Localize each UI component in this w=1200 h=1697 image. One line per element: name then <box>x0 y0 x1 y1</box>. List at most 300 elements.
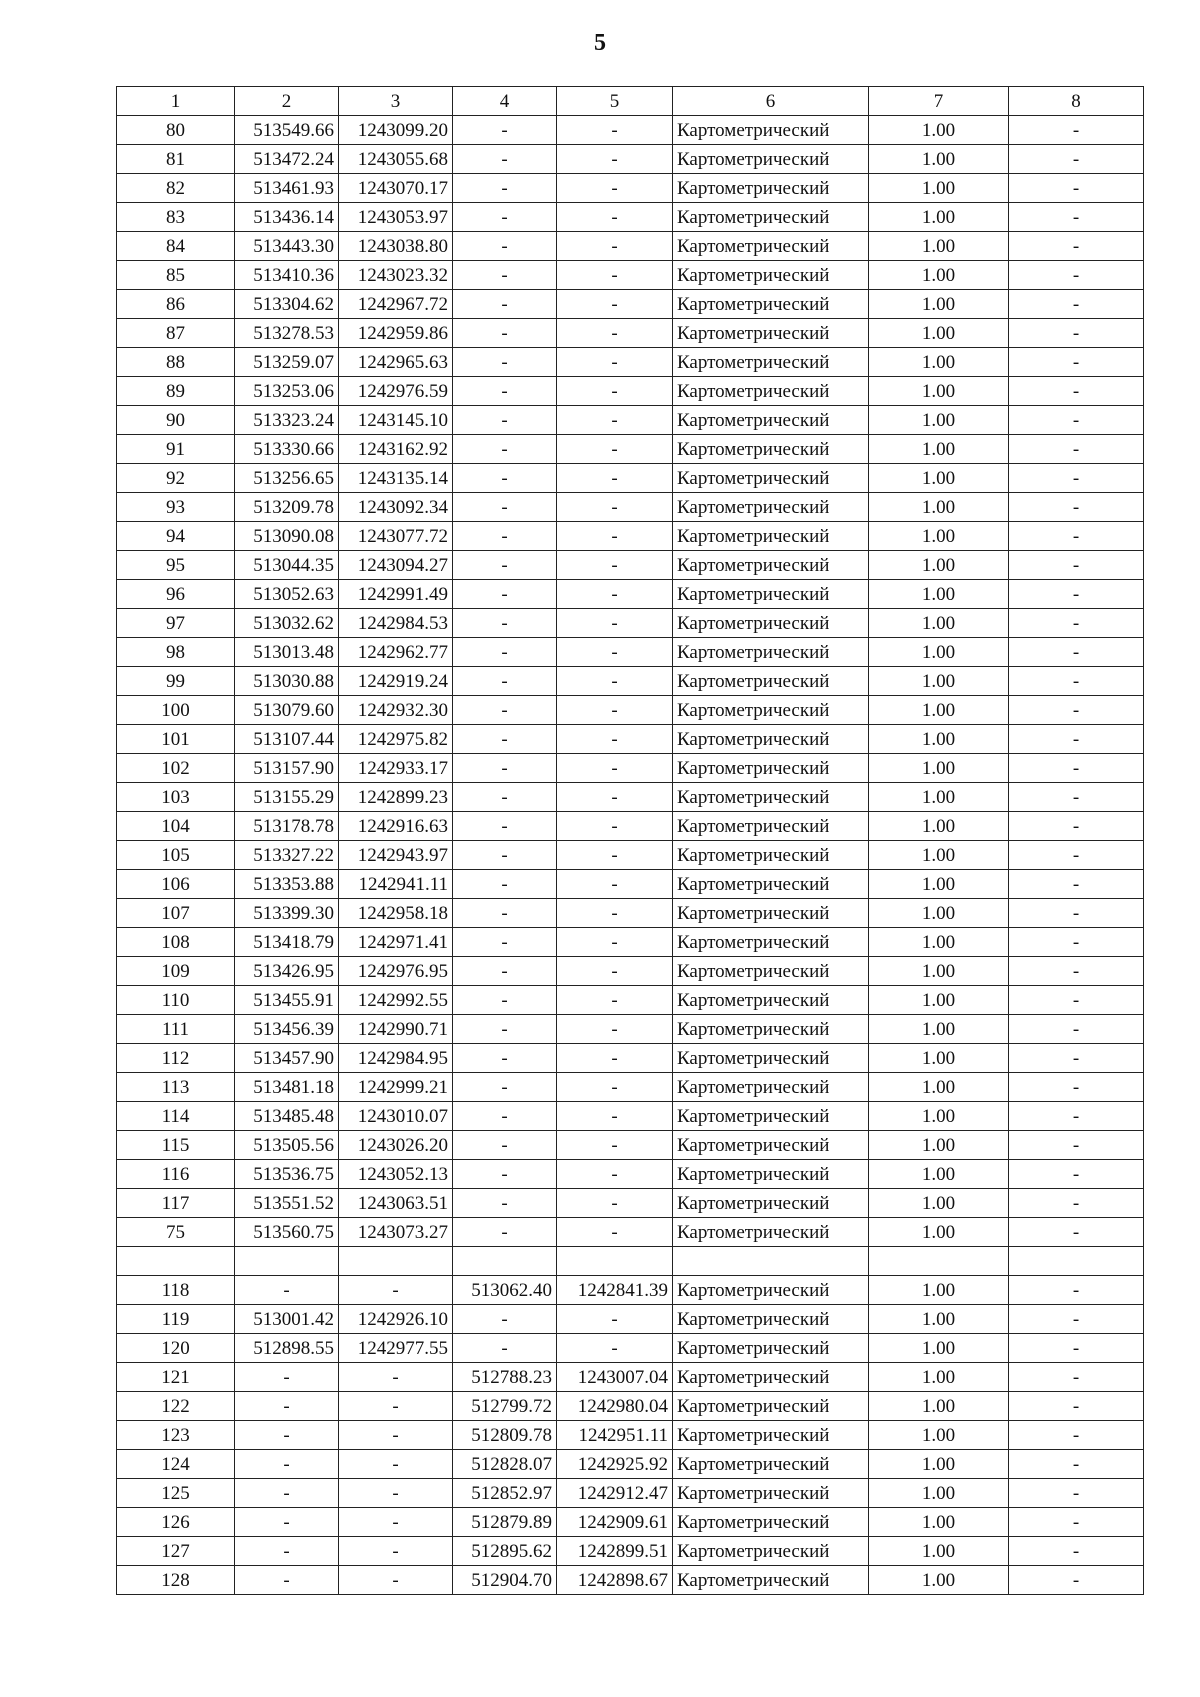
accuracy-cell: 1.00 <box>869 754 1009 783</box>
accuracy-cell: 1.00 <box>869 928 1009 957</box>
x-coordinate-alt-cell: 512799.72 <box>453 1392 557 1421</box>
note-cell: - <box>1009 1421 1144 1450</box>
x-coordinate-alt-cell: - <box>453 522 557 551</box>
x-coordinate-alt-cell: - <box>453 957 557 986</box>
x-coordinate-cell: 512898.55 <box>235 1334 339 1363</box>
point-number-cell: 110 <box>117 986 235 1015</box>
note-cell: - <box>1009 667 1144 696</box>
x-coordinate-cell: - <box>235 1450 339 1479</box>
column-header: 5 <box>557 87 673 116</box>
y-coordinate-cell: 1242967.72 <box>339 290 453 319</box>
x-coordinate-cell: 513485.48 <box>235 1102 339 1131</box>
accuracy-cell: 1.00 <box>869 667 1009 696</box>
point-number-cell: 116 <box>117 1160 235 1189</box>
note-cell: - <box>1009 1160 1144 1189</box>
y-coordinate-alt-cell: 1242980.04 <box>557 1392 673 1421</box>
x-coordinate-alt-cell: - <box>453 899 557 928</box>
accuracy-cell: 1.00 <box>869 1218 1009 1247</box>
note-cell: - <box>1009 1334 1144 1363</box>
note-cell: - <box>1009 1015 1144 1044</box>
accuracy-cell: 1.00 <box>869 1073 1009 1102</box>
column-header: 1 <box>117 87 235 116</box>
point-number-cell: 106 <box>117 870 235 899</box>
x-coordinate-alt-cell: - <box>453 667 557 696</box>
note-cell: - <box>1009 1508 1144 1537</box>
accuracy-cell: 1.00 <box>869 406 1009 435</box>
table-row <box>117 609 1144 638</box>
method-cell: Картометрический <box>673 522 869 551</box>
x-coordinate-cell: 513505.56 <box>235 1131 339 1160</box>
x-coordinate-alt-cell: - <box>453 261 557 290</box>
table-row <box>117 1131 1144 1160</box>
note-cell: - <box>1009 1566 1144 1595</box>
point-number-cell: 75 <box>117 1218 235 1247</box>
point-number-cell: 125 <box>117 1479 235 1508</box>
note-cell: - <box>1009 174 1144 203</box>
method-cell: Картометрический <box>673 116 869 145</box>
y-coordinate-cell: 1243135.14 <box>339 464 453 493</box>
table-row <box>117 812 1144 841</box>
x-coordinate-cell: 513418.79 <box>235 928 339 957</box>
y-coordinate-cell: - <box>339 1537 453 1566</box>
point-number-cell: 107 <box>117 899 235 928</box>
table-row <box>117 116 1144 145</box>
y-coordinate-cell: - <box>339 1479 453 1508</box>
y-coordinate-cell: 1242971.41 <box>339 928 453 957</box>
note-cell: - <box>1009 145 1144 174</box>
point-number-cell: 117 <box>117 1189 235 1218</box>
point-number-cell: 120 <box>117 1334 235 1363</box>
x-coordinate-cell: 513399.30 <box>235 899 339 928</box>
table-row <box>117 841 1144 870</box>
y-coordinate-alt-cell: 1242898.67 <box>557 1566 673 1595</box>
point-number-cell: 115 <box>117 1131 235 1160</box>
y-coordinate-alt-cell: - <box>557 1160 673 1189</box>
y-coordinate-alt-cell: - <box>557 435 673 464</box>
accuracy-cell: 1.00 <box>869 1131 1009 1160</box>
point-number-cell: 108 <box>117 928 235 957</box>
x-coordinate-alt-cell: 512809.78 <box>453 1421 557 1450</box>
table-row <box>117 1073 1144 1102</box>
accuracy-cell: 1.00 <box>869 522 1009 551</box>
note-cell: - <box>1009 319 1144 348</box>
method-cell: Картометрический <box>673 899 869 928</box>
x-coordinate-cell: - <box>235 1363 339 1392</box>
accuracy-cell: 1.00 <box>869 1421 1009 1450</box>
method-cell: Картометрический <box>673 580 869 609</box>
method-cell: Картометрический <box>673 957 869 986</box>
x-coordinate-cell: 513178.78 <box>235 812 339 841</box>
point-number-cell: 119 <box>117 1305 235 1334</box>
note-cell: - <box>1009 377 1144 406</box>
x-coordinate-alt-cell: - <box>453 986 557 1015</box>
table-row <box>117 1392 1144 1421</box>
point-number-cell: 102 <box>117 754 235 783</box>
table-row <box>117 1015 1144 1044</box>
x-coordinate-alt-cell: - <box>453 928 557 957</box>
accuracy-cell: 1.00 <box>869 696 1009 725</box>
x-coordinate-alt-cell: - <box>453 1044 557 1073</box>
x-coordinate-alt-cell: - <box>453 319 557 348</box>
y-coordinate-cell: 1242943.97 <box>339 841 453 870</box>
x-coordinate-alt-cell: - <box>453 1160 557 1189</box>
point-number-cell: 80 <box>117 116 235 145</box>
table-row <box>117 638 1144 667</box>
note-cell: - <box>1009 754 1144 783</box>
y-coordinate-cell: 1243053.97 <box>339 203 453 232</box>
point-number-cell: 91 <box>117 435 235 464</box>
note-cell: - <box>1009 986 1144 1015</box>
x-coordinate-cell: 513560.75 <box>235 1218 339 1247</box>
point-number-cell: 94 <box>117 522 235 551</box>
accuracy-cell: 1.00 <box>869 899 1009 928</box>
note-cell: - <box>1009 493 1144 522</box>
accuracy-cell: 1.00 <box>869 377 1009 406</box>
coordinates-table <box>116 86 1144 1595</box>
method-cell: Картометрический <box>673 1218 869 1247</box>
x-coordinate-alt-cell: - <box>453 580 557 609</box>
y-coordinate-cell: 1243038.80 <box>339 232 453 261</box>
table-row <box>117 174 1144 203</box>
method-cell: Картометрический <box>673 1189 869 1218</box>
note-cell: - <box>1009 1218 1144 1247</box>
accuracy-cell: 1.00 <box>869 1508 1009 1537</box>
y-coordinate-cell: 1242933.17 <box>339 754 453 783</box>
point-number-cell: 118 <box>117 1276 235 1305</box>
accuracy-cell: 1.00 <box>869 435 1009 464</box>
y-coordinate-alt-cell: - <box>557 1189 673 1218</box>
y-coordinate-cell: 1243073.27 <box>339 1218 453 1247</box>
x-coordinate-cell: 513157.90 <box>235 754 339 783</box>
y-coordinate-alt-cell: 1242909.61 <box>557 1508 673 1537</box>
x-coordinate-cell: 513079.60 <box>235 696 339 725</box>
y-coordinate-cell: 1242984.95 <box>339 1044 453 1073</box>
x-coordinate-cell: 513481.18 <box>235 1073 339 1102</box>
x-coordinate-cell: 513013.48 <box>235 638 339 667</box>
method-cell: Картометрический <box>673 290 869 319</box>
y-coordinate-cell: 1242962.77 <box>339 638 453 667</box>
y-coordinate-cell: 1243052.13 <box>339 1160 453 1189</box>
x-coordinate-alt-cell: - <box>453 783 557 812</box>
y-coordinate-alt-cell: - <box>557 377 673 406</box>
note-cell: - <box>1009 957 1144 986</box>
y-coordinate-alt-cell: - <box>557 1218 673 1247</box>
x-coordinate-cell: 513549.66 <box>235 116 339 145</box>
table-row <box>117 1247 1144 1276</box>
y-coordinate-alt-cell: 1242912.47 <box>557 1479 673 1508</box>
x-coordinate-cell: 513426.95 <box>235 957 339 986</box>
method-cell: Картометрический <box>673 1566 869 1595</box>
table-row <box>117 899 1144 928</box>
accuracy-cell: 1.00 <box>869 725 1009 754</box>
x-coordinate-alt-cell: - <box>453 435 557 464</box>
accuracy-cell: 1.00 <box>869 1160 1009 1189</box>
accuracy-cell: 1.00 <box>869 493 1009 522</box>
x-coordinate-alt-cell: - <box>453 174 557 203</box>
method-cell: Картометрический <box>673 1305 869 1334</box>
method-cell: Картометрический <box>673 261 869 290</box>
point-number-cell: 89 <box>117 377 235 406</box>
note-cell: - <box>1009 783 1144 812</box>
method-cell: Картометрический <box>673 348 869 377</box>
point-number-cell: 127 <box>117 1537 235 1566</box>
x-coordinate-cell: 513455.91 <box>235 986 339 1015</box>
table-row <box>117 928 1144 957</box>
table-row <box>117 348 1144 377</box>
y-coordinate-alt-cell: 1242841.39 <box>557 1276 673 1305</box>
method-cell: Картометрический <box>673 1479 869 1508</box>
y-coordinate-alt-cell: - <box>557 1305 673 1334</box>
y-coordinate-alt-cell: - <box>557 696 673 725</box>
accuracy-cell <box>869 1247 1009 1276</box>
point-number-cell: 99 <box>117 667 235 696</box>
table-row <box>117 377 1144 406</box>
x-coordinate-cell: 513256.65 <box>235 464 339 493</box>
note-cell: - <box>1009 464 1144 493</box>
note-cell: - <box>1009 899 1144 928</box>
method-cell: Картометрический <box>673 232 869 261</box>
table-row <box>117 1218 1144 1247</box>
x-coordinate-alt-cell: - <box>453 1102 557 1131</box>
y-coordinate-cell: 1243026.20 <box>339 1131 453 1160</box>
point-number-cell: 123 <box>117 1421 235 1450</box>
y-coordinate-cell: 1243077.72 <box>339 522 453 551</box>
table-row <box>117 754 1144 783</box>
accuracy-cell: 1.00 <box>869 1015 1009 1044</box>
point-number-cell: 103 <box>117 783 235 812</box>
x-coordinate-alt-cell: - <box>453 1334 557 1363</box>
accuracy-cell: 1.00 <box>869 145 1009 174</box>
table-row <box>117 203 1144 232</box>
x-coordinate-alt-cell: - <box>453 145 557 174</box>
x-coordinate-alt-cell: - <box>453 696 557 725</box>
accuracy-cell: 1.00 <box>869 203 1009 232</box>
accuracy-cell: 1.00 <box>869 812 1009 841</box>
x-coordinate-cell: 513327.22 <box>235 841 339 870</box>
x-coordinate-alt-cell: - <box>453 841 557 870</box>
point-number-cell: 104 <box>117 812 235 841</box>
column-header: 4 <box>453 87 557 116</box>
method-cell: Картометрический <box>673 696 869 725</box>
table-row <box>117 986 1144 1015</box>
y-coordinate-alt-cell: 1242899.51 <box>557 1537 673 1566</box>
y-coordinate-alt-cell: - <box>557 1015 673 1044</box>
y-coordinate-cell: 1243094.27 <box>339 551 453 580</box>
point-number-cell: 112 <box>117 1044 235 1073</box>
x-coordinate-cell: 513044.35 <box>235 551 339 580</box>
note-cell: - <box>1009 522 1144 551</box>
x-coordinate-cell: 513472.24 <box>235 145 339 174</box>
y-coordinate-alt-cell: - <box>557 348 673 377</box>
y-coordinate-cell: - <box>339 1421 453 1450</box>
accuracy-cell: 1.00 <box>869 348 1009 377</box>
y-coordinate-cell: - <box>339 1363 453 1392</box>
y-coordinate-cell: 1243092.34 <box>339 493 453 522</box>
y-coordinate-cell: 1242977.55 <box>339 1334 453 1363</box>
x-coordinate-cell: - <box>235 1479 339 1508</box>
y-coordinate-cell: 1243070.17 <box>339 174 453 203</box>
method-cell: Картометрический <box>673 609 869 638</box>
x-coordinate-alt-cell: - <box>453 116 557 145</box>
x-coordinate-alt-cell: 512904.70 <box>453 1566 557 1595</box>
accuracy-cell: 1.00 <box>869 638 1009 667</box>
note-cell: - <box>1009 261 1144 290</box>
x-coordinate-alt-cell: 512895.62 <box>453 1537 557 1566</box>
point-number-cell: 93 <box>117 493 235 522</box>
point-number-cell: 92 <box>117 464 235 493</box>
note-cell: - <box>1009 232 1144 261</box>
method-cell: Картометрический <box>673 754 869 783</box>
accuracy-cell: 1.00 <box>869 1044 1009 1073</box>
y-coordinate-cell: 1242976.95 <box>339 957 453 986</box>
y-coordinate-cell: 1242958.18 <box>339 899 453 928</box>
accuracy-cell: 1.00 <box>869 261 1009 290</box>
method-cell: Картометрический <box>673 1131 869 1160</box>
table-row <box>117 1421 1144 1450</box>
y-coordinate-cell: - <box>339 1566 453 1595</box>
table-row <box>117 1276 1144 1305</box>
method-cell: Картометрический <box>673 493 869 522</box>
x-coordinate-cell: 513001.42 <box>235 1305 339 1334</box>
note-cell: - <box>1009 203 1144 232</box>
method-cell: Картометрический <box>673 1276 869 1305</box>
note-cell: - <box>1009 551 1144 580</box>
note-cell: - <box>1009 1102 1144 1131</box>
x-coordinate-alt-cell: - <box>453 290 557 319</box>
note-cell: - <box>1009 1189 1144 1218</box>
accuracy-cell: 1.00 <box>869 1102 1009 1131</box>
y-coordinate-cell: 1242916.63 <box>339 812 453 841</box>
x-coordinate-cell: - <box>235 1566 339 1595</box>
x-coordinate-cell: 513259.07 <box>235 348 339 377</box>
method-cell: Картометрический <box>673 1334 869 1363</box>
table-row <box>117 870 1144 899</box>
x-coordinate-cell: 513551.52 <box>235 1189 339 1218</box>
y-coordinate-alt-cell: - <box>557 493 673 522</box>
x-coordinate-cell: 513443.30 <box>235 232 339 261</box>
table-row <box>117 261 1144 290</box>
y-coordinate-alt-cell: - <box>557 522 673 551</box>
y-coordinate-alt-cell: - <box>557 203 673 232</box>
point-number-cell: 128 <box>117 1566 235 1595</box>
accuracy-cell: 1.00 <box>869 1392 1009 1421</box>
method-cell: Картометрический <box>673 725 869 754</box>
note-cell: - <box>1009 1073 1144 1102</box>
point-number-cell: 98 <box>117 638 235 667</box>
x-coordinate-cell: 513030.88 <box>235 667 339 696</box>
x-coordinate-cell: 513253.06 <box>235 377 339 406</box>
point-number-cell: 121 <box>117 1363 235 1392</box>
y-coordinate-alt-cell: - <box>557 638 673 667</box>
x-coordinate-cell: - <box>235 1508 339 1537</box>
x-coordinate-alt-cell: - <box>453 754 557 783</box>
note-cell: - <box>1009 1305 1144 1334</box>
note-cell: - <box>1009 435 1144 464</box>
x-coordinate-alt-cell: - <box>453 725 557 754</box>
method-cell: Картометрический <box>673 377 869 406</box>
table-row <box>117 145 1144 174</box>
y-coordinate-alt-cell: - <box>557 1102 673 1131</box>
x-coordinate-cell: 513032.62 <box>235 609 339 638</box>
x-coordinate-alt-cell: - <box>453 551 557 580</box>
x-coordinate-alt-cell: - <box>453 203 557 232</box>
y-coordinate-alt-cell: - <box>557 1073 673 1102</box>
y-coordinate-cell: 1243010.07 <box>339 1102 453 1131</box>
point-number-cell: 97 <box>117 609 235 638</box>
x-coordinate-cell: 513278.53 <box>235 319 339 348</box>
table-row <box>117 1450 1144 1479</box>
accuracy-cell: 1.00 <box>869 1305 1009 1334</box>
accuracy-cell: 1.00 <box>869 1189 1009 1218</box>
note-cell: - <box>1009 290 1144 319</box>
point-number-cell: 101 <box>117 725 235 754</box>
accuracy-cell: 1.00 <box>869 1450 1009 1479</box>
note-cell: - <box>1009 1363 1144 1392</box>
column-header: 3 <box>339 87 453 116</box>
table-row <box>117 1189 1144 1218</box>
table-row <box>117 1479 1144 1508</box>
table-row <box>117 522 1144 551</box>
method-cell: Картометрический <box>673 406 869 435</box>
accuracy-cell: 1.00 <box>869 1537 1009 1566</box>
method-cell <box>673 1247 869 1276</box>
x-coordinate-cell: - <box>235 1276 339 1305</box>
x-coordinate-alt-cell: - <box>453 609 557 638</box>
point-number-cell: 83 <box>117 203 235 232</box>
y-coordinate-alt-cell: - <box>557 261 673 290</box>
accuracy-cell: 1.00 <box>869 116 1009 145</box>
x-coordinate-cell: 513107.44 <box>235 725 339 754</box>
table-row <box>117 783 1144 812</box>
note-cell <box>1009 1247 1144 1276</box>
y-coordinate-alt-cell: - <box>557 1131 673 1160</box>
method-cell: Картометрический <box>673 435 869 464</box>
note-cell: - <box>1009 1044 1144 1073</box>
point-number-cell: 88 <box>117 348 235 377</box>
x-coordinate-cell: 513536.75 <box>235 1160 339 1189</box>
y-coordinate-cell: 1242991.49 <box>339 580 453 609</box>
point-number-cell: 109 <box>117 957 235 986</box>
note-cell: - <box>1009 725 1144 754</box>
accuracy-cell: 1.00 <box>869 1363 1009 1392</box>
accuracy-cell: 1.00 <box>869 580 1009 609</box>
table-row <box>117 1102 1144 1131</box>
point-number-cell: 84 <box>117 232 235 261</box>
point-number-cell: 105 <box>117 841 235 870</box>
note-cell: - <box>1009 1392 1144 1421</box>
y-coordinate-cell: 1242959.86 <box>339 319 453 348</box>
note-cell: - <box>1009 841 1144 870</box>
y-coordinate-alt-cell: - <box>557 551 673 580</box>
method-cell: Картометрический <box>673 145 869 174</box>
table-row <box>117 1363 1144 1392</box>
y-coordinate-alt-cell: - <box>557 145 673 174</box>
x-coordinate-cell: - <box>235 1392 339 1421</box>
y-coordinate-cell: 1243162.92 <box>339 435 453 464</box>
x-coordinate-cell: 513353.88 <box>235 870 339 899</box>
point-number-cell: 114 <box>117 1102 235 1131</box>
table-row <box>117 406 1144 435</box>
method-cell: Картометрический <box>673 783 869 812</box>
method-cell: Картометрический <box>673 638 869 667</box>
y-coordinate-cell <box>339 1247 453 1276</box>
x-coordinate-alt-cell: - <box>453 406 557 435</box>
y-coordinate-cell: 1243099.20 <box>339 116 453 145</box>
method-cell: Картометрический <box>673 841 869 870</box>
y-coordinate-alt-cell: - <box>557 986 673 1015</box>
point-number-cell: 96 <box>117 580 235 609</box>
y-coordinate-cell: 1242984.53 <box>339 609 453 638</box>
